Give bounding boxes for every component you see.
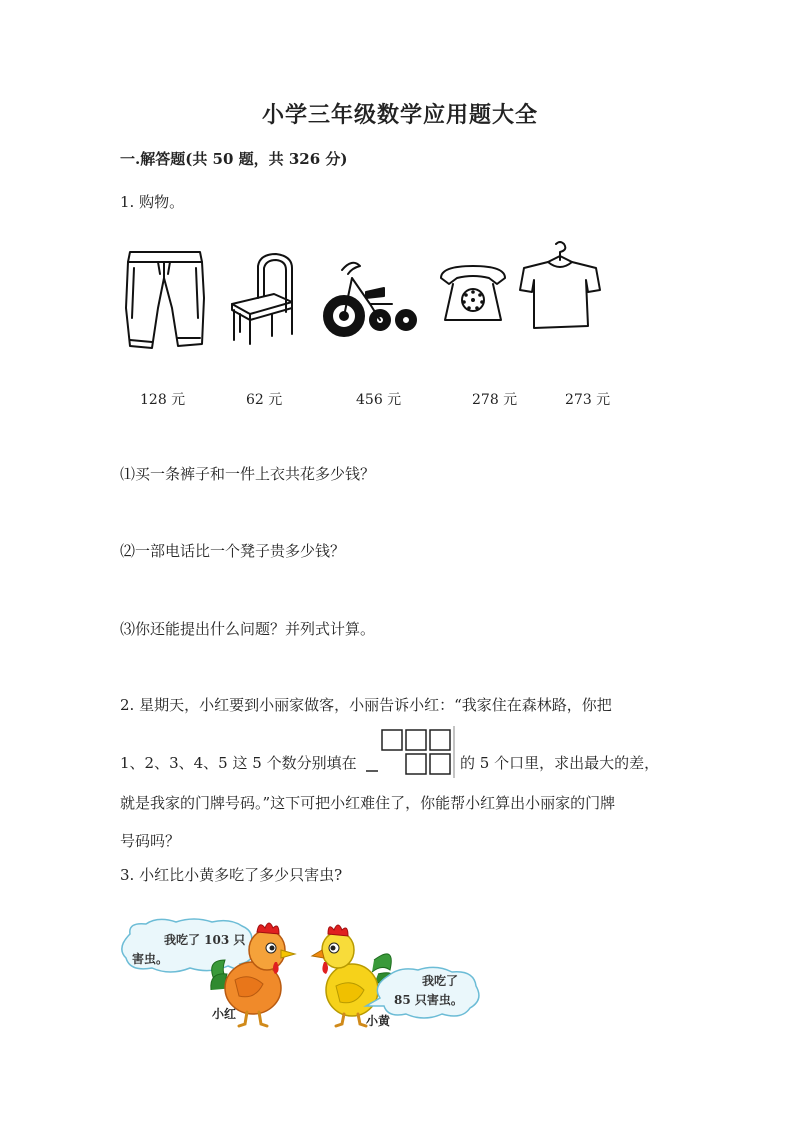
page-title: 小学三年级数学应用题大全	[261, 102, 538, 128]
question-2-line2-pre: 1、2、3、4、5 这 5 个数分别填在	[120, 754, 357, 772]
subquestion-1: ⑴买一条裤子和一件上衣共花多少钱？	[120, 465, 376, 483]
tricycle-icon	[322, 256, 420, 340]
question-2-line1: 2. 星期天，小红要到小丽家做客，小丽告诉小红：“我家住在森林路，你把	[120, 696, 612, 714]
pants-icon	[122, 248, 208, 352]
shirt-icon	[518, 240, 602, 332]
telephone-icon	[437, 264, 509, 326]
label-xiaohong: 小红	[212, 1007, 237, 1021]
question-1-stem: 1. 购物。	[120, 193, 185, 211]
question-2-line3: 就是我家的门牌号码。”这下可把小红难住了，你能帮小红算出小丽家的门牌	[120, 794, 616, 812]
bubble-left-line1: 我吃了 103 只	[164, 933, 246, 947]
price-tricycle: 456 元	[356, 392, 402, 408]
label-xiaohuang: 小黄	[366, 1014, 391, 1028]
question-2-line2-post: 的 5 个口里，求出最大的差，	[460, 754, 660, 772]
subtraction-box-diagram	[362, 726, 454, 778]
section-heading: 一.解答题(共 50 题，共 326 分)	[120, 150, 348, 168]
question-3-stem: 3. 小红比小黄多吃了多少只害虫?	[120, 866, 343, 884]
subquestion-3: ⑶你还能提出什么问题？并列式计算。	[120, 620, 376, 638]
chair-icon	[228, 252, 298, 346]
bubble-right-line2: 85 只害虫。	[394, 993, 463, 1007]
price-shirt: 273 元	[565, 392, 611, 408]
subquestion-2: ⑵一部电话比一个凳子贵多少钱？	[120, 542, 346, 560]
question-2-line4: 号码吗？	[120, 832, 181, 850]
bubble-left-line2: 害虫。	[132, 952, 169, 966]
price-pants: 128 元	[140, 392, 186, 408]
bubble-right-line1: 我吃了	[422, 974, 459, 988]
price-telephone: 278 元	[472, 392, 518, 408]
price-chair: 62 元	[246, 392, 283, 408]
